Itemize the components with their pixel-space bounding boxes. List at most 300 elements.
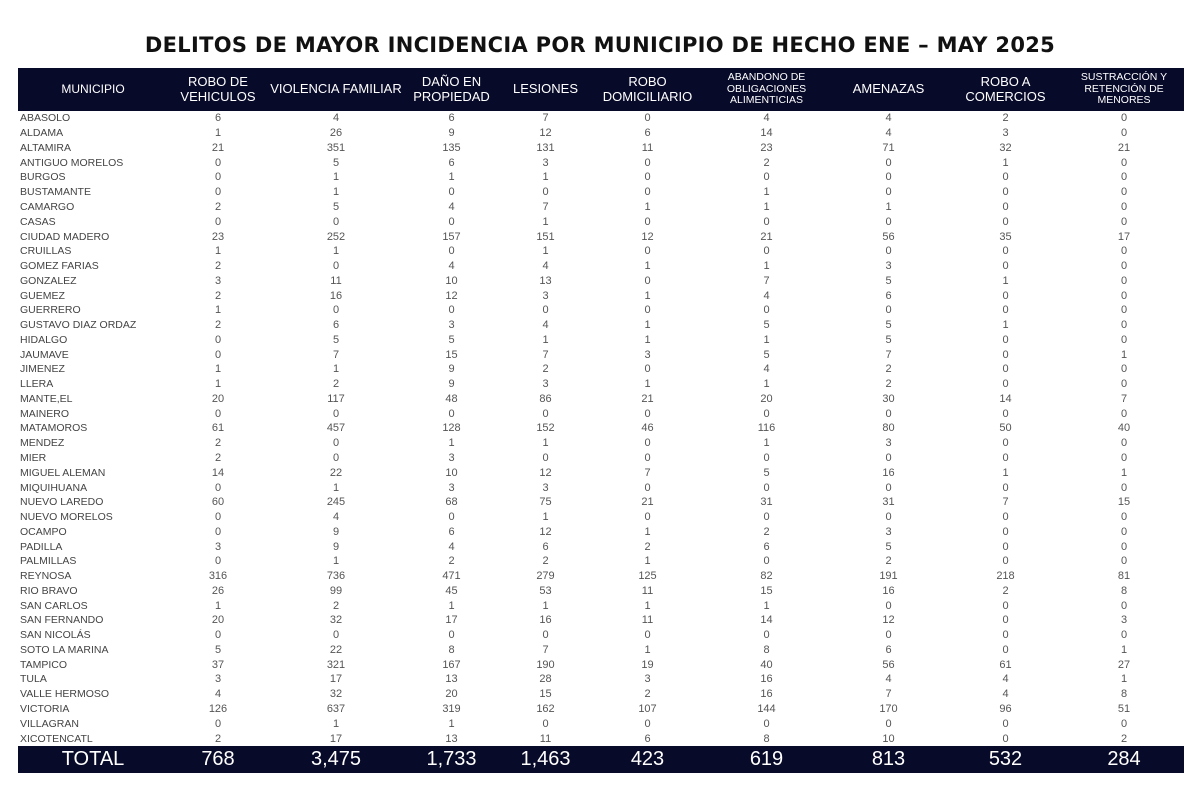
value-cell: 0 [1002,732,1009,745]
value-cell: 4 [885,127,892,140]
municipio-cell: OCAMPO [20,525,67,538]
value-cell: 0 [214,348,222,361]
value-cell: 0 [1120,599,1128,612]
value-cell: 5 [763,466,770,479]
value-cell: 4 [763,112,770,125]
value-cell: 15 [539,688,552,701]
table-row [18,465,1184,480]
value-cell: 0 [1002,525,1009,538]
value-cell: 0 [1120,274,1128,287]
page-title: DELITOS DE MAYOR INCIDENCIA POR MUNICIPIO DE HECHO ENE – MAY 2025 [144,33,1056,57]
value-cell: 191 [879,570,898,583]
value-cell: 0 [644,629,651,642]
value-cell: 12 [539,525,552,538]
value-cell: 6 [763,540,770,553]
value-cell: 144 [757,703,776,715]
value-cell: 279 [536,570,555,583]
value-cell: 0 [763,171,770,184]
value-cell: 8 [763,732,770,745]
value-cell: 1 [644,200,651,213]
value-cell: 0 [1002,643,1009,656]
value-cell: 2 [214,260,222,273]
value-cell: 0 [542,304,549,317]
value-cell: 0 [644,437,651,450]
value-cell: 1 [448,437,455,450]
value-cell: 126 [208,703,228,715]
value-cell: 0 [214,215,222,228]
value-cell: 12 [539,466,552,479]
table-row [18,584,1184,599]
value-cell: 7 [763,274,770,287]
value-cell: 14 [760,614,773,627]
value-cell: 13 [445,673,458,686]
municipio-cell: MIQUIHUANA [20,481,88,494]
value-cell: 1 [542,171,549,184]
value-cell: 0 [1002,437,1009,450]
value-cell: 3 [214,673,222,686]
value-cell: 4 [214,688,222,701]
value-cell: 11 [330,274,342,287]
value-cell: 20 [445,688,458,701]
value-cell: 0 [885,171,892,184]
value-cell: 128 [442,422,461,435]
value-cell: 0 [644,363,651,376]
value-cell: 0 [885,186,892,199]
value-cell: 0 [214,333,222,346]
value-cell: 0 [763,629,770,642]
value-cell: 1 [1002,156,1009,169]
value-cell: 11 [539,732,552,745]
value-cell: 8 [448,643,455,656]
value-cell: 2 [1120,732,1128,745]
value-cell: 0 [644,171,651,184]
value-cell: 1 [885,200,892,213]
value-cell: 11 [641,584,654,597]
value-cell: 0 [214,171,222,184]
value-cell: 1 [644,599,651,612]
value-cell: 1 [644,333,651,346]
value-cell: 0 [885,717,892,730]
value-cell: 0 [332,407,340,420]
value-cell: 4 [763,289,770,302]
table-row [18,539,1184,554]
value-cell: 319 [442,703,461,715]
value-cell: 20 [211,392,225,405]
value-cell: 1 [763,260,770,273]
value-cell: 0 [644,112,651,125]
value-cell: 0 [448,407,455,420]
value-cell: 167 [442,658,461,671]
value-cell: 31 [882,496,895,509]
value-cell: 0 [1002,407,1009,420]
value-cell: 0 [1120,511,1128,524]
value-cell: 2 [448,555,455,568]
value-cell: 82 [760,570,773,583]
value-cell: 0 [1120,289,1128,302]
value-cell: 0 [1120,333,1128,346]
value-cell: 0 [1002,511,1009,524]
value-cell: 5 [332,333,340,346]
value-cell: 3 [1002,127,1009,140]
value-cell: 0 [885,245,892,258]
municipio-cell: SAN CARLOS [20,599,88,612]
value-cell: 16 [882,466,895,479]
table-footer [18,746,1184,773]
municipio-cell: PADILLA [20,540,63,553]
municipio-cell: CIUDAD MADERO [20,230,110,243]
value-cell: 0 [448,245,455,258]
value-cell: 0 [763,481,770,494]
value-cell: 15 [760,584,773,597]
value-cell: 4 [332,511,340,524]
value-cell: 26 [211,584,225,597]
municipio-cell: VICTORIA [20,703,70,715]
value-cell: 50 [999,422,1012,435]
value-cell: 637 [326,703,346,715]
value-cell: 4 [1002,673,1009,686]
value-cell: 0 [214,555,222,568]
value-cell: 16 [539,614,552,627]
header-robo-comercios: ROBO A COMERCIOS [965,73,1046,104]
value-cell: 0 [1120,451,1128,464]
value-cell: 31 [760,496,773,509]
value-cell: 0 [1002,289,1009,302]
value-cell: 0 [644,481,651,494]
table-row [18,362,1184,377]
total-value: 813 [871,747,906,770]
value-cell: 0 [214,156,222,169]
value-cell: 0 [332,437,340,450]
value-cell: 245 [326,496,346,509]
table-row [18,643,1184,658]
header-lesiones: LESIONES [512,81,579,97]
value-cell: 0 [1002,215,1009,228]
table-row [18,244,1184,259]
value-cell: 0 [763,717,770,730]
value-cell: 3 [644,673,651,686]
value-cell: 26 [329,127,343,140]
value-cell: 5 [763,319,770,332]
table-header [18,68,1184,111]
value-cell: 20 [760,392,773,405]
value-cell: 1 [542,333,549,346]
municipio-cell: SAN FERNANDO [20,614,104,627]
value-cell: 1 [542,599,549,612]
value-cell: 471 [442,570,461,583]
value-cell: 2 [332,378,340,391]
table-row [18,170,1184,185]
municipio-cell: TAMPICO [20,658,68,671]
value-cell: 68 [445,496,458,509]
table-row [18,392,1184,407]
value-cell: 0 [1120,437,1128,450]
value-cell: 0 [763,555,770,568]
value-cell: 3 [644,348,651,361]
value-cell: 0 [1120,112,1128,125]
value-cell: 0 [1120,363,1128,376]
value-cell: 2 [1002,112,1009,125]
value-cell: 0 [644,186,651,199]
value-cell: 9 [448,363,455,376]
table-row [18,672,1184,687]
value-cell: 2 [214,451,222,464]
total-value: 532 [988,747,1023,770]
table-row [18,716,1184,731]
value-cell: 46 [641,422,654,435]
value-cell: 1 [644,378,651,391]
municipio-cell: REYNOSA [20,570,72,583]
table-row [18,200,1184,215]
value-cell: 0 [885,407,892,420]
value-cell: 1 [644,555,651,568]
total-value: 284 [1107,747,1141,770]
value-cell: 17 [1117,230,1131,243]
table-row [18,229,1184,244]
value-cell: 252 [326,230,346,243]
value-cell: 162 [536,703,555,715]
value-cell: 4 [448,260,455,273]
value-cell: 28 [539,673,552,686]
value-cell: 157 [442,230,461,243]
value-cell: 1 [763,437,770,450]
value-cell: 7 [1120,392,1128,405]
value-cell: 0 [763,407,770,420]
value-cell: 2 [1002,584,1009,597]
value-cell: 1 [763,333,770,346]
value-cell: 0 [1002,171,1009,184]
value-cell: 37 [211,658,225,671]
municipio-cell: BURGOS [20,171,66,184]
municipio-cell: GOMEZ FARIAS [20,260,99,273]
value-cell: 53 [539,584,552,597]
value-cell: 16 [329,289,343,302]
value-cell: 4 [542,260,549,273]
value-cell: 170 [879,703,898,715]
value-cell: 0 [542,451,549,464]
value-cell: 5 [214,643,222,656]
municipio-cell: ALDAMA [20,127,64,140]
municipio-cell: CRUILLAS [20,245,72,258]
header-abandono-obligaciones: ABANDONO DE OBLIGACIONES ALIMENTICIAS [726,71,807,107]
value-cell: 0 [763,245,770,258]
value-cell: 9 [448,127,455,140]
value-cell: 61 [211,422,225,435]
value-cell: 6 [448,525,455,538]
value-cell: 0 [1002,186,1009,199]
municipio-cell: GUEMEZ [20,289,65,302]
value-cell: 0 [1120,127,1128,140]
municipio-cell: SAN NICOLÁS [20,629,91,642]
value-cell: 0 [1120,245,1128,258]
value-cell: 7 [644,466,651,479]
value-cell: 0 [332,629,340,642]
value-cell: 80 [882,422,895,435]
table-row [18,510,1184,525]
value-cell: 81 [1117,570,1131,583]
value-cell: 0 [1002,200,1009,213]
municipio-cell: HIDALGO [20,333,68,346]
value-cell: 40 [1117,422,1131,435]
header-sustraccion-menores: SUSTRACCIÓN Y RETENCIÓN DE MENORES [1080,71,1168,107]
value-cell: 14 [760,127,773,140]
value-cell: 0 [644,304,651,317]
value-cell: 0 [1002,614,1009,627]
value-cell: 135 [442,141,461,154]
municipio-cell: TULA [20,673,47,686]
value-cell: 32 [329,614,343,627]
value-cell: 0 [885,451,892,464]
municipio-cell: GONZALEZ [20,274,77,287]
value-cell: 23 [211,230,225,243]
value-cell: 0 [1120,200,1128,213]
value-cell: 0 [1002,260,1009,273]
value-cell: 2 [885,378,892,391]
value-cell: 19 [641,658,654,671]
value-cell: 1 [1120,643,1128,656]
value-cell: 10 [882,732,895,745]
municipio-cell: NUEVO LAREDO [20,496,104,509]
value-cell: 0 [1002,333,1009,346]
total-value: 768 [201,747,235,770]
value-cell: 2 [542,555,549,568]
value-cell: 32 [999,141,1012,154]
total-value: 423 [630,747,665,770]
value-cell: 51 [1117,703,1131,715]
value-cell: 0 [1120,555,1128,568]
value-cell: 0 [644,717,651,730]
value-cell: 131 [536,141,555,154]
municipio-cell: MENDEZ [20,437,65,450]
value-cell: 151 [536,230,555,243]
value-cell: 0 [1120,186,1128,199]
value-cell: 17 [329,732,343,745]
municipio-cell: RIO BRAVO [20,584,78,597]
value-cell: 0 [1002,540,1009,553]
value-cell: 1 [214,127,222,140]
value-cell: 0 [1120,319,1128,332]
value-cell: 2 [885,363,892,376]
value-cell: 0 [763,215,770,228]
value-cell: 1 [332,555,340,568]
value-cell: 2 [542,363,549,376]
value-cell: 0 [1120,629,1128,642]
table-row [18,569,1184,584]
value-cell: 7 [542,643,549,656]
municipio-cell: GUSTAVO DIAZ ORDAZ [20,319,137,332]
value-cell: 0 [1120,540,1128,553]
table-body [18,111,1184,746]
value-cell: 4 [542,319,549,332]
header-municipio: MUNICIPIO [61,81,125,96]
table-row [18,480,1184,495]
value-cell: 12 [641,230,654,243]
value-cell: 17 [329,673,343,686]
value-cell: 1 [644,525,651,538]
value-cell: 116 [757,422,776,435]
value-cell: 0 [332,451,340,464]
value-cell: 11 [641,141,654,154]
value-cell: 3 [542,289,549,302]
value-cell: 0 [763,511,770,524]
value-cell: 1 [542,245,549,258]
total-value: 619 [749,747,784,770]
value-cell: 1 [763,186,770,199]
table-row [18,273,1184,288]
value-cell: 20 [211,614,225,627]
value-cell: 3 [885,260,892,273]
value-cell: 0 [1002,717,1009,730]
value-cell: 3 [885,525,892,538]
value-cell: 71 [882,141,895,154]
value-cell: 75 [539,496,552,509]
value-cell: 0 [1120,171,1128,184]
value-cell: 13 [445,732,458,745]
value-cell: 0 [214,511,222,524]
value-cell: 0 [1002,629,1009,642]
value-cell: 1 [448,717,455,730]
value-cell: 0 [1120,717,1128,730]
value-cell: 4 [448,540,455,553]
value-cell: 1 [332,245,340,258]
value-cell: 1 [214,363,222,376]
value-cell: 56 [882,230,895,243]
value-cell: 23 [760,141,773,154]
table-row [18,141,1184,156]
value-cell: 40 [760,658,773,671]
value-cell: 0 [1002,348,1009,361]
value-cell: 0 [214,717,222,730]
value-cell: 21 [211,141,225,154]
value-cell: 0 [885,599,892,612]
value-cell: 14 [999,392,1012,405]
value-cell: 0 [1002,481,1009,494]
value-cell: 1 [214,304,222,317]
table-row [18,318,1184,333]
value-cell: 7 [542,348,549,361]
value-cell: 48 [445,392,458,405]
municipio-cell: PALMILLAS [20,555,77,568]
value-cell: 5 [885,540,892,553]
value-cell: 0 [763,304,770,317]
value-cell: 0 [214,481,222,494]
value-cell: 5 [885,333,892,346]
total-value: 3,475 [310,747,362,770]
value-cell: 5 [332,156,340,169]
value-cell: 1 [332,481,340,494]
value-cell: 6 [448,156,455,169]
value-cell: 0 [1002,363,1009,376]
table-row [18,702,1184,717]
value-cell: 0 [1002,599,1009,612]
value-cell: 0 [214,186,222,199]
value-cell: 0 [763,451,770,464]
value-cell: 2 [763,525,770,538]
value-cell: 1 [1002,319,1009,332]
value-cell: 3 [1120,614,1128,627]
value-cell: 21 [1117,141,1131,154]
value-cell: 125 [638,570,657,583]
table-row [18,613,1184,628]
table-row [18,288,1184,303]
total-value: 1,733 [426,747,477,770]
value-cell: 2 [214,289,222,302]
value-cell: 0 [332,260,340,273]
value-cell: 0 [448,304,455,317]
value-cell: 5 [885,319,892,332]
value-cell: 0 [1120,156,1128,169]
table-row [18,332,1184,347]
table-row [18,185,1184,200]
